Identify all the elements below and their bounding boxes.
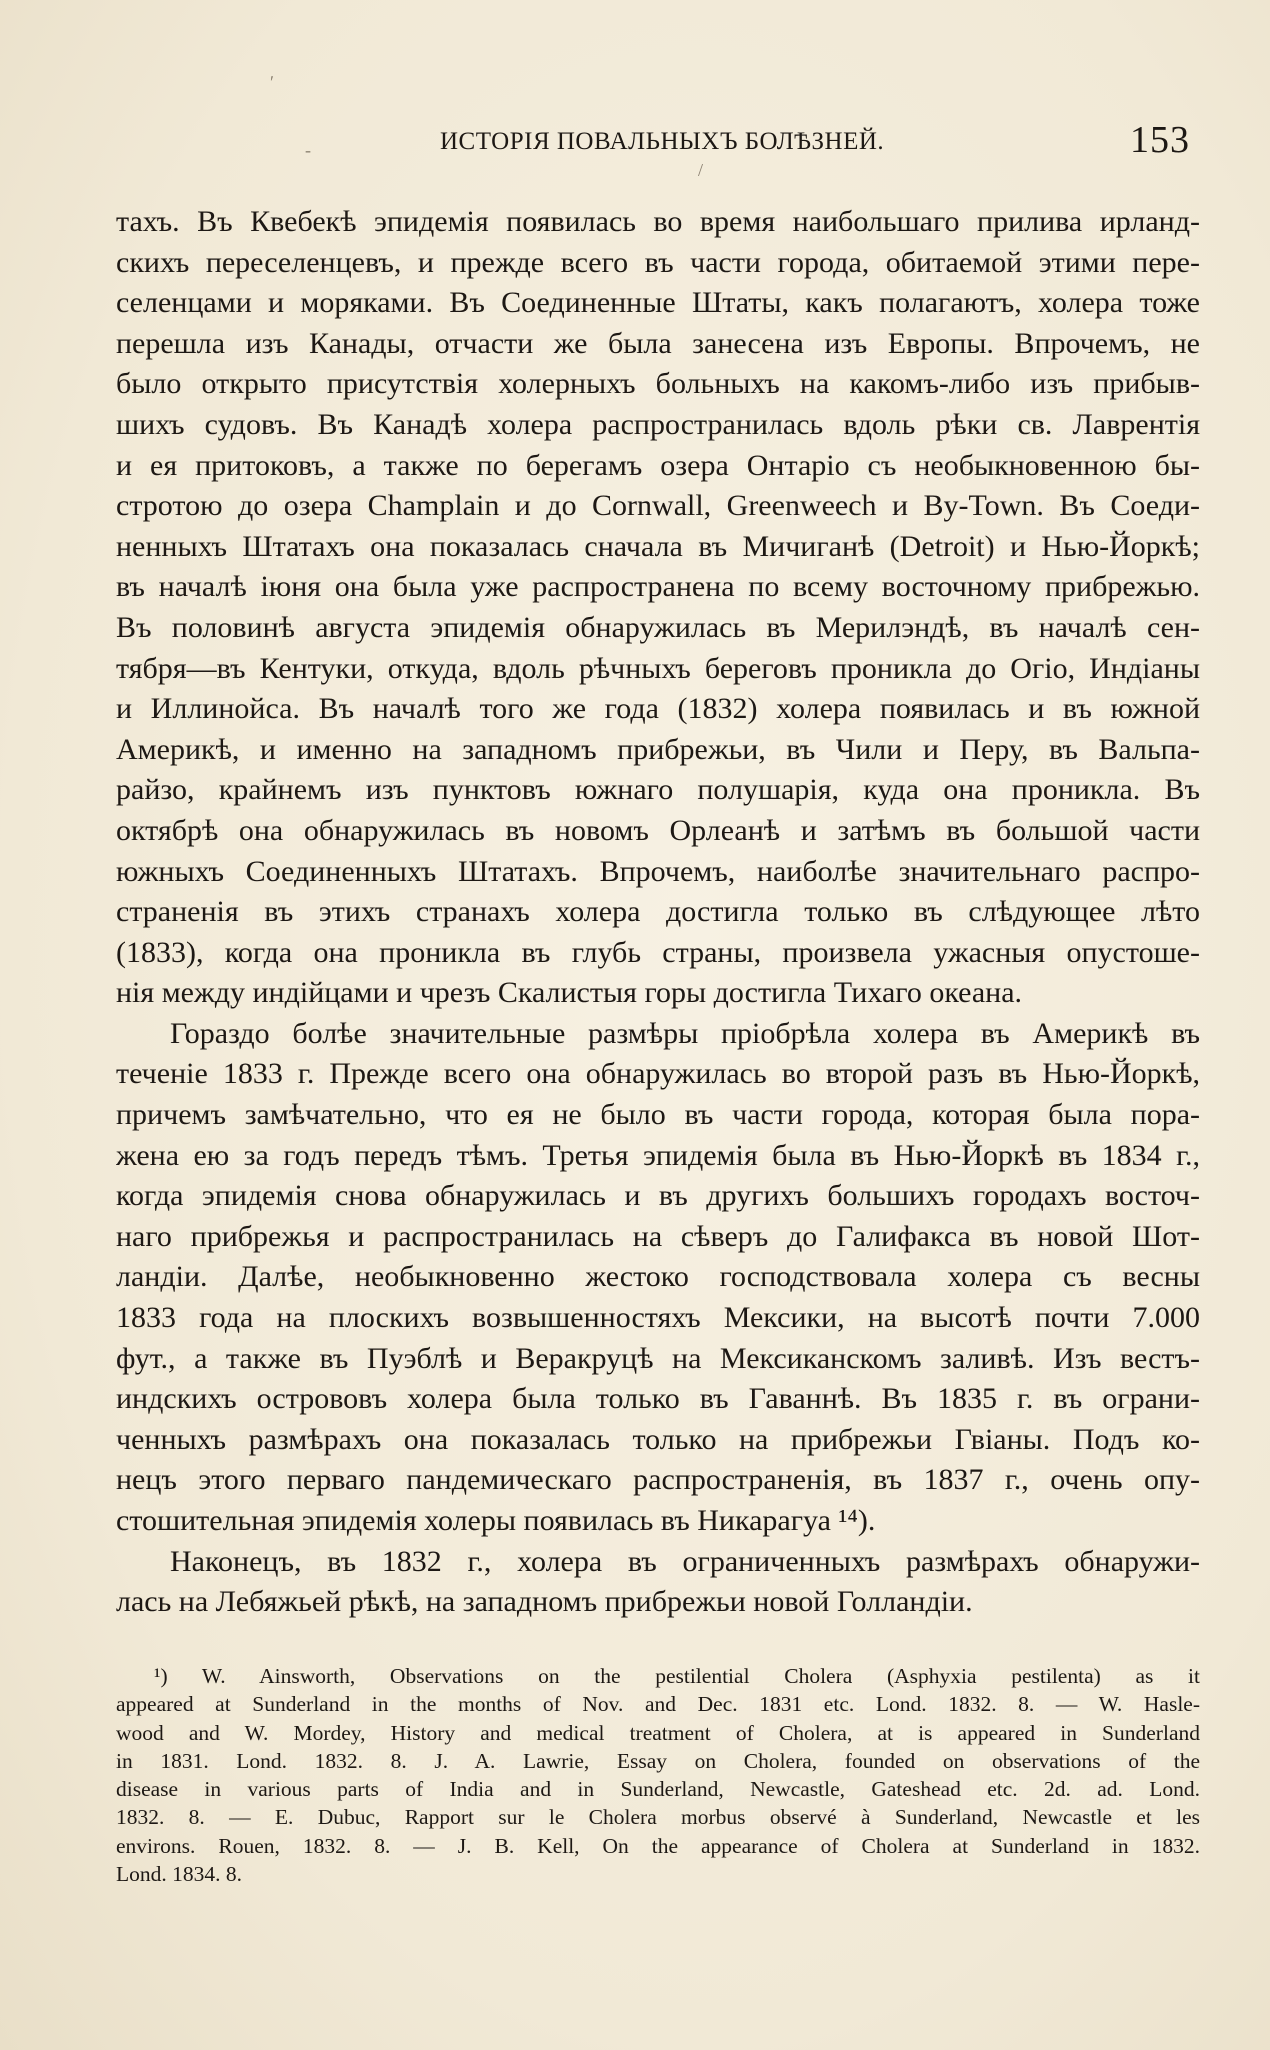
footnote-line: ¹) W. Ainsworth, Observations on the pestilential Cholera (Asphyxia pestilenta) as it bbox=[154, 1664, 1200, 1688]
text-line: теченіе 1833 г. Прежде всего она обнаружилась во второй разъ въ Нью-Йоркѣ, bbox=[116, 1057, 1200, 1091]
text-line: ченныхъ размѣрахъ она показалась только на прибрежьи Гвіаны. Подъ ко- bbox=[116, 1422, 1200, 1456]
footnote-line: disease in various parts of India and in Sunderland, Newcastle, Gateshead etc. 2d. ad. Lond. bbox=[116, 1777, 1200, 1802]
paragraph-end-line: стошительная эпидемія холеры появилась въ Никарагуа ¹⁴). bbox=[116, 1504, 876, 1537]
text-line: было открыто присутствія холерныхъ больныхъ на какомъ-либо изъ прибыв- bbox=[116, 367, 1200, 401]
text-line: причемъ замѣчательно, что ея не было въ части города, которая была пора- bbox=[116, 1098, 1200, 1132]
footnote-line: wood and W. Mordey, History and medical treatment of Cholera, at is appeared in Sunderland bbox=[116, 1720, 1200, 1745]
text-line: Америкѣ, и именно на западномъ прибрежьи, въ Чили и Перу, въ Вальпа- bbox=[116, 732, 1200, 766]
footnote-line: Lond. 1834. 8. bbox=[116, 1862, 243, 1887]
text-line: селенцами и моряками. Въ Соединенные Штаты, какъ полагаютъ, холера тоже bbox=[116, 286, 1200, 320]
text-line: южныхъ Соединенныхъ Штатахъ. Впрочемъ, наиболѣе значительнаго распро- bbox=[116, 854, 1200, 888]
paragraph-start-line: Гораздо болѣе значительные размѣры пріобрѣла холера въ Америкѣ въ bbox=[170, 1016, 1200, 1050]
text-line: въ началѣ іюня она была уже распространена по всему восточному прибрежью. bbox=[116, 570, 1200, 604]
text-line: райзо, крайнемъ изъ пунктовъ южнаго полушарія, куда она проникла. Въ bbox=[116, 773, 1200, 807]
text-line: тахъ. Въ Квебекѣ эпидемія появилась во время наибольшаго прилива ирланд- bbox=[116, 205, 1200, 238]
text-line: скихъ переселенцевъ, и прежде всего въ части города, обитаемой этими пере- bbox=[116, 245, 1200, 279]
text-line: когда эпидемія снова обнаружилась и въ другихъ большихъ городахъ восточ- bbox=[116, 1179, 1200, 1213]
text-line: 1833 года на плоскихъ возвышенностяхъ Мексики, на высотѣ почти 7.000 bbox=[116, 1301, 1200, 1335]
text-line: ландіи. Далѣе, необыкновенно жестоко господствовала холера съ весны bbox=[116, 1260, 1200, 1294]
text-line: нецъ этого перваго пандемическаго распространенія, въ 1837 г., очень опу- bbox=[116, 1463, 1200, 1497]
text-line: тября—въ Кентуки, откуда, вдоль рѣчныхъ береговъ проникла до Огіо, Индіаны bbox=[116, 651, 1200, 685]
text-line: шихъ судовъ. Въ Канадѣ холера распространилась вдоль рѣки св. Лаврентія bbox=[116, 407, 1200, 441]
footnotes bbox=[116, 1662, 1200, 1888]
text-line: ненныхъ Штатахъ она показалась сначала въ Мичиганѣ (Detroit) и Нью-Йоркѣ; bbox=[116, 529, 1200, 563]
footnote-line: appeared at Sunderland in the months of Nov. and Dec. 1831 etc. Lond. 1832. 8. — W. Hasle- bbox=[116, 1692, 1200, 1717]
body-text bbox=[116, 202, 1200, 1623]
footnote-line: environs. Rouen, 1832. 8. — J. B. Kell, On the appearance of Cholera at Sunderland in 1832. bbox=[116, 1833, 1200, 1858]
text-line: октябрѣ она обнаружилась въ новомъ Орлеанѣ и затѣмъ въ большой части bbox=[116, 813, 1200, 847]
page-number: 153 bbox=[1130, 119, 1190, 161]
text-line: и Иллинойса. Въ началѣ того же года (1832) холера появилась и въ южной bbox=[116, 692, 1200, 726]
text-line: страненія въ этихъ странахъ холера достигла только въ слѣдующее лѣто bbox=[116, 895, 1200, 929]
text-line: стротою до озера Champlain и до Cornwall, Greenweech и By-Town. Въ Соеди- bbox=[116, 489, 1200, 523]
text-line: Въ половинѣ августа эпидемія обнаружилась въ Мерилэндѣ, въ началѣ сен- bbox=[116, 610, 1200, 644]
paragraph-end-line: лась на Лебяжьей рѣкѣ, на западномъ прибрежьи новой Голландіи. bbox=[116, 1585, 973, 1619]
text-line: и ея притоковъ, а также по берегамъ озера Онтаріо съ необыкновенною бы- bbox=[116, 448, 1200, 482]
footnote-line: 1832. 8. — E. Dubuc, Rapport sur le Cholera morbus observé à Sunderland, Newcastle et les bbox=[116, 1805, 1200, 1830]
print-speck: ʹ bbox=[270, 72, 274, 92]
print-speck: / bbox=[698, 160, 704, 180]
running-title: ИСТОРІЯ ПОВАЛЬНЫХЪ БОЛѢЗНЕЙ. bbox=[440, 128, 885, 155]
paragraph-end-line: нія между индійцами и чрезъ Скалистыя горы достигла Тихаго океана. bbox=[116, 976, 1023, 1010]
text-line: наго прибрежья и распространилась на сѣверъ до Галифакса въ новой Шот- bbox=[116, 1219, 1200, 1253]
print-speck: - bbox=[305, 140, 311, 160]
footnote-line: in 1831. Lond. 1832. 8. J. A. Lawrie, Essay on Cholera, founded on observations of the bbox=[116, 1748, 1200, 1773]
text-line: индскихъ острововъ холера была только въ Гаваннѣ. Въ 1835 г. въ ограни- bbox=[116, 1382, 1200, 1416]
text-line: перешла изъ Канады, отчасти же была занесена изъ Европы. Впрочемъ, не bbox=[116, 326, 1200, 360]
text-line: фут., а также въ Пуэблѣ и Веракруцѣ на Мексиканскомъ заливѣ. Изъ вестъ- bbox=[116, 1341, 1200, 1375]
text-line: жена ею за годъ передъ тѣмъ. Третья эпидемія была въ Нью-Йоркѣ въ 1834 г., bbox=[116, 1138, 1200, 1172]
text-line: (1833), когда она проникла въ глубь страны, произвела ужасныя опустоше- bbox=[116, 935, 1200, 969]
paragraph-start-line: Наконецъ, въ 1832 г., холера въ ограниченныхъ размѣрахъ обнаружи- bbox=[170, 1544, 1200, 1578]
